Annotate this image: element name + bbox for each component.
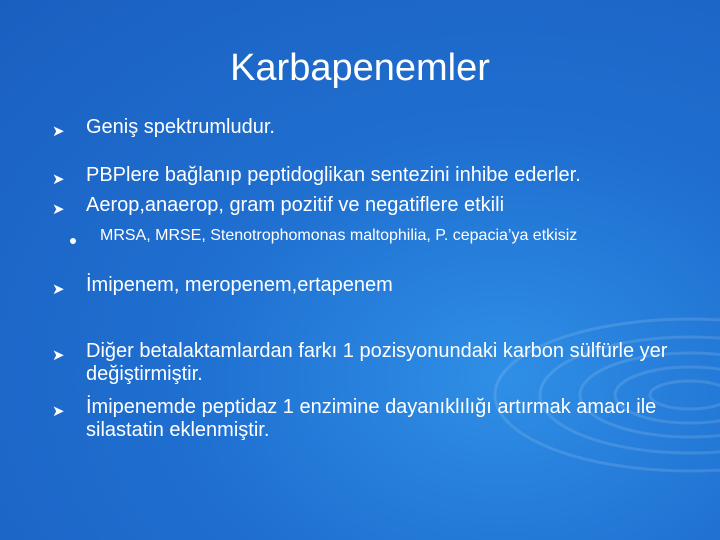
arrowhead-bullet-icon: ➤ (52, 201, 65, 218)
bullet-item (52, 194, 692, 217)
bullet-text: Geniş spektrumludur. (86, 116, 275, 138)
arrowhead-bullet-icon: ➤ (52, 347, 65, 364)
sub-bullet-text: MRSA, MRSE, Stenotrophomonas maltophilia, P. cepacia’ya etkisiz (100, 227, 578, 244)
bullet-item (52, 340, 692, 386)
bullet-item (52, 164, 692, 187)
arrowhead-bullet-icon: ➤ (52, 123, 65, 140)
bullet-item (52, 116, 692, 139)
bullet-item (52, 274, 692, 297)
bullet-text: Diğer betalaktamlardan farkı 1 pozisyonundaki karbon sülfürle yer değiştirmiştir. (86, 340, 668, 385)
arrowhead-bullet-icon: ➤ (52, 171, 65, 188)
bullet-text: PBPlere bağlanıp peptidoglikan sentezini inhibe ederler. (86, 164, 581, 186)
dot-bullet-icon (70, 232, 82, 247)
arrowhead-bullet-icon: ➤ (52, 281, 65, 298)
bullet-text: İmipenemde peptidaz 1 enzimine dayanıklılığı artırmak amacı ile silastatin eklenmiştir. (86, 396, 657, 441)
bullet-item (52, 396, 692, 442)
arrowhead-bullet-icon: ➤ (52, 403, 65, 420)
slide-title: Karbapenemler (230, 47, 490, 89)
bullet-text: İmipenem, meropenem,ertapenem (86, 274, 393, 296)
sub-bullet-item (70, 226, 670, 247)
bullet-text: Aerop,anaerop, gram pozitif ve negatiflere etkili (86, 194, 505, 216)
